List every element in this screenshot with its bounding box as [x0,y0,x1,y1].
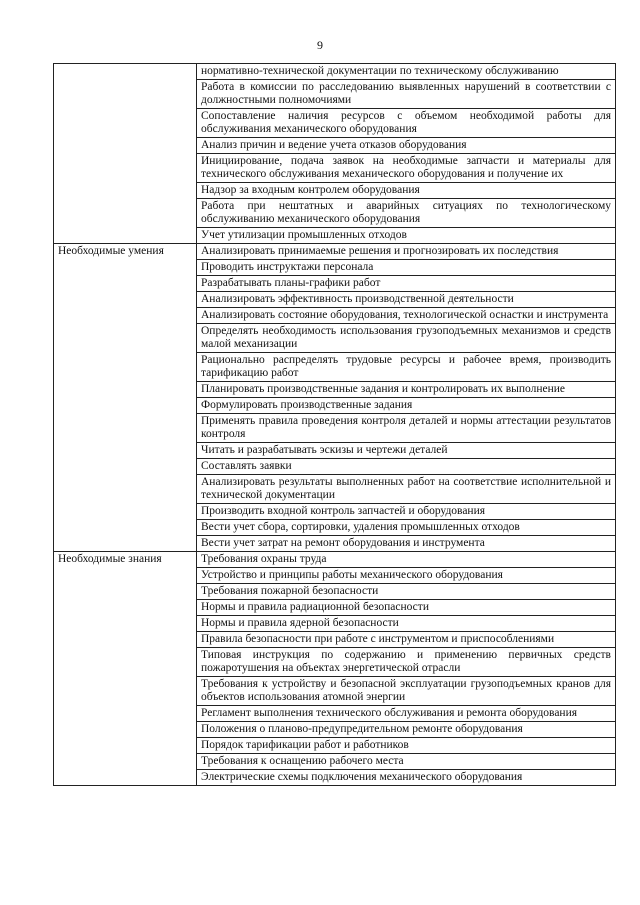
item-text-cell: Читать и разрабатывать эскизы и чертежи деталей [197,443,616,459]
item-text-cell: Составлять заявки [197,459,616,475]
item-text-cell: Вести учет затрат на ремонт оборудования и инструмента [197,536,616,552]
item-text-cell: Электрические схемы подключения механического оборудования [197,770,616,786]
item-text-cell: Работа в комиссии по расследованию выявленных нарушений в соответствии с должностными полномочиями [197,80,616,109]
item-text-cell: Анализ причин и ведение учета отказов оборудования [197,138,616,154]
item-text-cell: Надзор за входным контролем оборудования [197,183,616,199]
item-text-cell: Порядок тарификации работ и работников [197,738,616,754]
item-text-cell: Работа при нештатных и аварийных ситуациях по технологическому обслуживанию механического оборудования [197,199,616,228]
section-label-cell: Необходимые знания [54,552,197,786]
item-text-cell: Рационально распределять трудовые ресурсы и рабочее время, производить тарификацию работ [197,353,616,382]
item-text-cell: Разрабатывать планы-графики работ [197,276,616,292]
requirements-table [53,63,616,786]
item-text-cell: Планировать производственные задания и контролировать их выполнение [197,382,616,398]
table-row [54,552,616,568]
item-text-cell: Анализировать результаты выполненных работ на соответствие исполнительной и технической документации [197,475,616,504]
item-text-cell: нормативно-технической документации по техническому обслуживанию [197,64,616,80]
section-label-cell [54,64,197,244]
item-text-cell: Учет утилизации промышленных отходов [197,228,616,244]
section-label-cell: Необходимые умения [54,244,197,552]
item-text-cell: Определять необходимость использования грузоподъемных механизмов и средств малой механизации [197,324,616,353]
item-text-cell: Инициирование, подача заявок на необходимые запчасти и материалы для технического обслуживания механического оборудования и получение их [197,154,616,183]
item-text-cell: Положения о планово-предупредительном ремонте оборудования [197,722,616,738]
item-text-cell: Формулировать производственные задания [197,398,616,414]
item-text-cell: Требования пожарной безопасности [197,584,616,600]
item-text-cell: Требования охраны труда [197,552,616,568]
item-text-cell: Проводить инструктажи персонала [197,260,616,276]
item-text-cell: Вести учет сбора, сортировки, удаления промышленных отходов [197,520,616,536]
item-text-cell: Регламент выполнения технического обслуживания и ремонта оборудования [197,706,616,722]
item-text-cell: Применять правила проведения контроля деталей и нормы аттестации результатов контроля [197,414,616,443]
requirements-table-body [54,64,616,786]
page-number: 9 [317,38,323,52]
item-text-cell: Нормы и правила ядерной безопасности [197,616,616,632]
item-text-cell: Правила безопасности при работе с инструментом и приспособлениями [197,632,616,648]
item-text-cell: Анализировать эффективность производственной деятельности [197,292,616,308]
item-text-cell: Анализировать состояние оборудования, технологической оснастки и инструмента [197,308,616,324]
item-text-cell: Требования к оснащению рабочего места [197,754,616,770]
item-text-cell: Анализировать принимаемые решения и прогнозировать их последствия [197,244,616,260]
table-row [54,244,616,260]
item-text-cell: Нормы и правила радиационной безопасности [197,600,616,616]
item-text-cell: Сопоставление наличия ресурсов с объемом необходимой работы для обслуживания механического оборудования [197,109,616,138]
table-row [54,64,616,80]
item-text-cell: Требования к устройству и безопасной эксплуатации грузоподъемных кранов для объектов использования атомной энергии [197,677,616,706]
item-text-cell: Производить входной контроль запчастей и оборудования [197,504,616,520]
item-text-cell: Типовая инструкция по содержанию и применению первичных средств пожаротушения на объектах энергетической отрасли [197,648,616,677]
item-text-cell: Устройство и принципы работы механического оборудования [197,568,616,584]
